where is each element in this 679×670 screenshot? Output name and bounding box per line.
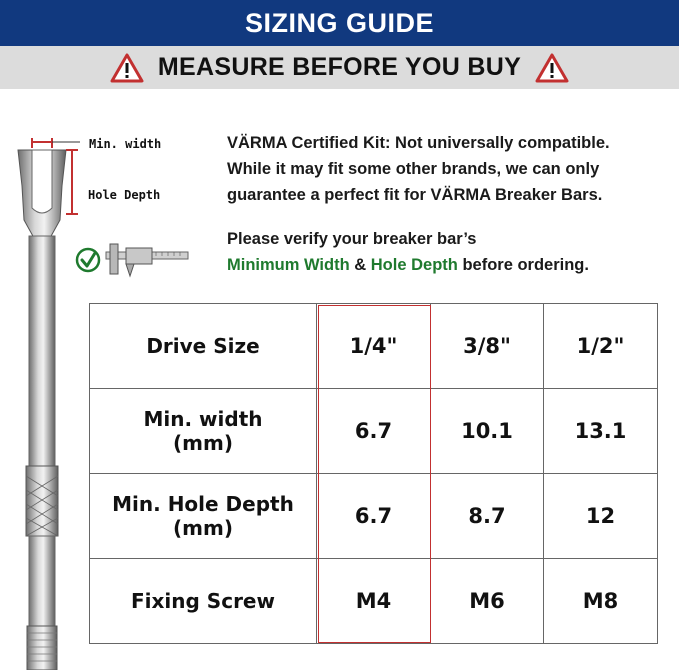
min-width-label: Min. width [89,137,162,151]
info-line: While it may fit some other brands, we can only [227,160,600,178]
info-line: guarantee a perfect fit for VÄRMA Breaker Bars. [227,186,603,204]
table-row [90,559,658,644]
table-row [90,304,658,389]
table-cell: 12 [544,474,658,559]
table-cell: 6.7 [317,474,431,559]
hole-depth-highlight: Hole Depth [370,256,458,274]
table-cell: 3/8" [431,304,544,389]
page-title: SIZING GUIDE [244,7,434,38]
warning-banner [0,46,679,89]
table-cell: 13.1 [544,389,658,474]
compatibility-note [227,130,610,208]
table-cell: 1/4" [317,304,431,389]
table-row [90,474,658,559]
caliper-icon [74,238,194,280]
info-line [227,252,589,278]
min-width-highlight: Minimum Width [227,256,350,274]
info-line: Please verify your breaker bar’s [227,230,477,248]
row-label: Drive Size [90,304,317,389]
title-banner [0,0,679,46]
row-label: Fixing Screw [90,559,317,644]
warning-triangle-icon [110,53,144,83]
info-line: VÄRMA Certified Kit: Not universally compatible. [227,134,610,152]
table-cell: M6 [431,559,544,644]
sizing-table [89,303,658,644]
warning-text: MEASURE BEFORE YOU BUY [157,53,522,81]
hole-depth-label: Hole Depth [88,188,161,202]
verify-note [227,226,589,278]
warning-triangle-icon [535,53,569,83]
table-row [90,389,658,474]
breaker-bar-image [0,128,80,670]
row-label: Min. width (mm) [90,389,317,474]
table-cell: 8.7 [431,474,544,559]
table-cell: 6.7 [317,389,431,474]
row-label: Min. Hole Depth (mm) [90,474,317,559]
table-cell: 10.1 [431,389,544,474]
table-cell: 1/2" [544,304,658,389]
amp-text: & [349,256,371,274]
tail-text: before ordering. [457,256,589,274]
table-cell: M4 [317,559,431,644]
table-cell: M8 [544,559,658,644]
